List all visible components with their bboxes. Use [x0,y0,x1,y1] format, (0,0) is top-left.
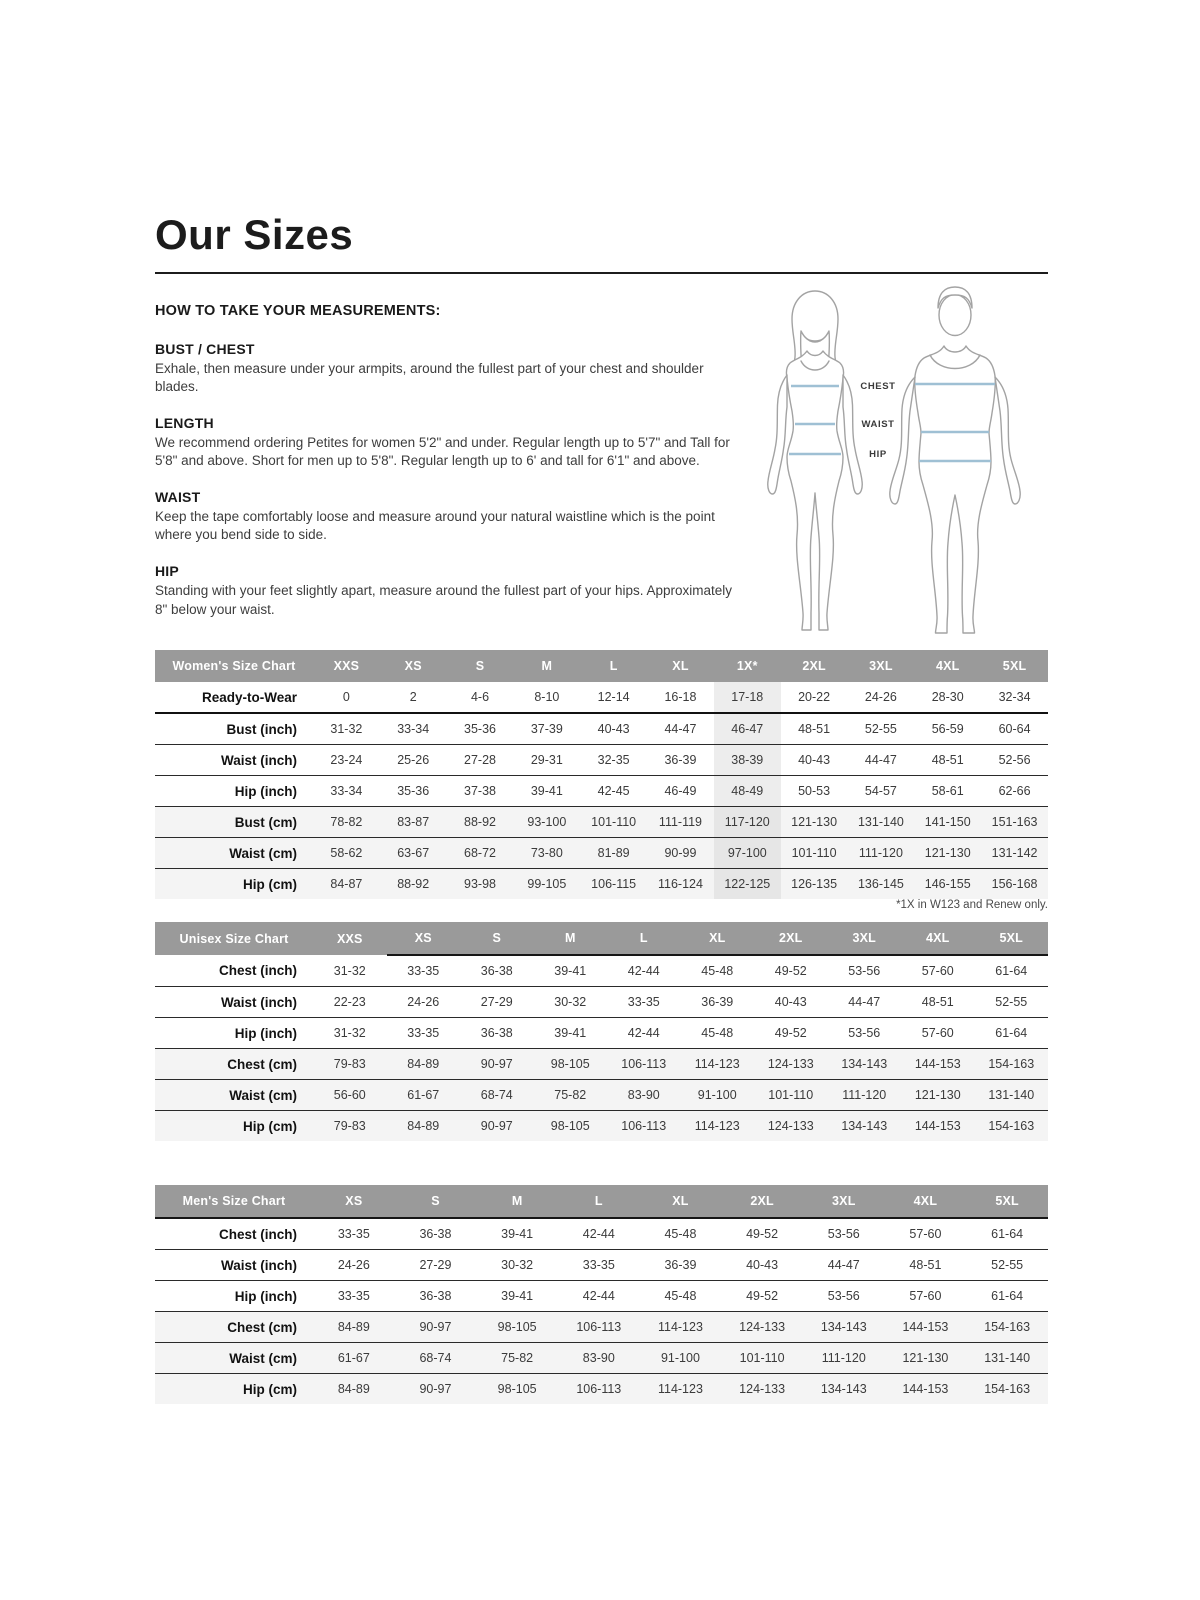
size-cell: 121-130 [781,807,848,838]
size-cell: 78-82 [313,807,380,838]
size-cell: 81-89 [580,838,647,869]
size-cell: 33-35 [627,995,660,1009]
section-waist [155,489,737,544]
size-cell: 61-64 [995,964,1028,978]
size-cell: 84-89 [313,1312,395,1343]
size-cell: 61-67 [313,1343,395,1374]
table-row [155,1111,1048,1142]
size-cell: 75-82 [476,1343,558,1374]
mens-size-chart-table [155,1185,1048,1404]
row-label: Waist (inch) [221,994,297,1010]
size-cell: 93-98 [447,869,514,900]
size-cell: 154-163 [966,1374,1048,1405]
size-cell: 62-66 [998,784,1031,798]
size-cell: 22-23 [333,995,366,1009]
column-header: 2XL [781,650,848,682]
column-header: 5XL [975,922,1049,955]
size-cell: 33-35 [407,1026,440,1040]
row-label: Waist (cm) [155,838,313,869]
column-header: XS [387,922,461,955]
table-row [155,869,1048,900]
row-label: Chest (cm) [155,1049,313,1080]
size-cell: 36-38 [419,1289,452,1303]
section-text: Exhale, then measure under your armpits, around the fullest part of your chest and shoulder blades. [155,361,704,395]
size-cell: 46-47 [714,713,781,745]
row-label: Bust (inch) [226,721,297,737]
size-cell: 53-56 [848,964,881,978]
size-cell: 45-48 [701,964,734,978]
size-cell: 156-168 [981,869,1048,900]
column-header: 3XL [803,1185,885,1218]
column-header: L [558,1185,640,1218]
section-bust-chest [155,341,737,396]
size-cell: 154-163 [975,1111,1049,1142]
female-left-arm [768,375,787,494]
section-length [155,415,737,470]
column-header: 4XL [901,922,975,955]
size-cell: 90-97 [460,1111,534,1142]
table-title: Women's Size Chart [155,650,313,682]
table-row [155,745,1048,776]
size-cell: 39-41 [530,784,563,798]
size-cell: 131-140 [966,1343,1048,1374]
size-cell: 44-47 [827,1258,860,1272]
page-title: Our Sizes [155,211,354,258]
table-title: Unisex Size Chart [155,922,313,955]
size-cell: 49-52 [774,964,807,978]
size-cell: 146-155 [914,869,981,900]
size-cell: 49-52 [746,1227,779,1241]
table-row [155,1250,1048,1281]
size-cell: 38-39 [714,745,781,776]
size-cell: 37-38 [464,784,497,798]
size-cell: 28-30 [931,690,964,704]
size-cell: 91-100 [640,1343,722,1374]
table-row [155,682,1048,713]
section-text: We recommend ordering Petites for women 5'2" and under. Regular length up to 5'7" and Tall for 5'8" and above. Short for men up to 5'8". Regular length up to 6' and tall for 6'1" and above. [155,435,730,469]
size-cell: 35-36 [397,784,430,798]
size-cell: 42-45 [597,784,630,798]
size-cell: 48-51 [931,753,964,767]
size-cell: 33-35 [337,1289,370,1303]
size-cell: 45-48 [701,1026,734,1040]
size-cell: 17-18 [714,682,781,713]
size-cell: 48-49 [714,776,781,807]
row-label: Bust (cm) [155,807,313,838]
section-text: Keep the tape comfortably loose and measure around your natural waistline which is the point where you bend side to side. [155,509,715,543]
size-cell: 53-56 [827,1227,860,1241]
size-cell: 144-153 [885,1374,967,1405]
size-cell: 61-64 [991,1227,1024,1241]
size-cell: 36-39 [664,753,697,767]
size-cell: 35-36 [464,722,497,736]
size-cell: 136-145 [848,869,915,900]
size-cell: 83-87 [380,807,447,838]
female-torso-legs [786,351,843,630]
figure-label-hip: HIP [869,449,887,460]
table-header-row [155,922,1048,955]
table-row [155,1049,1048,1080]
column-header: XL [640,1185,722,1218]
size-cell: 16-18 [664,690,697,704]
womens-size-chart-table [155,650,1048,899]
column-header: 5XL [981,650,1048,682]
size-cell: 106-113 [607,1049,681,1080]
size-cell: 33-35 [337,1227,370,1241]
size-cell: 79-83 [313,1111,387,1142]
size-cell: 0 [342,690,350,704]
size-cell: 90-97 [395,1312,477,1343]
male-face [939,295,971,336]
size-cell: 36-38 [419,1227,452,1241]
size-cell: 131-140 [975,1080,1049,1111]
size-cell: 44-47 [664,722,697,736]
size-cell: 53-56 [848,1026,881,1040]
size-cell: 44-47 [864,753,897,767]
size-cell: 42-44 [627,964,660,978]
size-cell: 114-123 [640,1312,722,1343]
size-cell: 79-83 [313,1049,387,1080]
column-header: L [580,650,647,682]
size-cell: 40-43 [798,753,831,767]
size-cell: 33-35 [582,1258,615,1272]
size-cell: 61-67 [387,1080,461,1111]
table-row [155,955,1048,987]
size-cell: 33-34 [330,784,363,798]
size-cell: 131-140 [848,807,915,838]
size-cell: 24-26 [864,690,897,704]
size-cell: 122-125 [714,869,781,900]
row-label: Waist (cm) [155,1080,313,1111]
female-right-arm [843,375,862,494]
row-label: Hip (cm) [155,1111,313,1142]
size-cell: 31-32 [330,722,363,736]
size-cell: 27-29 [480,995,513,1009]
size-cell: 56-60 [313,1080,387,1111]
size-cell: 124-133 [754,1111,828,1142]
column-header: 4XL [885,1185,967,1218]
size-cell: 134-143 [828,1049,902,1080]
female-figure-outline [768,291,862,630]
size-cell: 31-32 [333,963,366,978]
column-header: 5XL [966,1185,1048,1218]
size-cell: 88-92 [447,807,514,838]
size-cell: 90-97 [460,1049,534,1080]
size-cell: 101-110 [580,807,647,838]
row-label: Waist (inch) [221,752,297,768]
row-label: Waist (inch) [221,1257,297,1273]
size-cell: 39-41 [501,1227,534,1241]
size-cell: 31-32 [333,1026,366,1040]
size-cell: 61-64 [991,1289,1024,1303]
size-cell: 99-105 [513,869,580,900]
size-cell: 114-123 [640,1374,722,1405]
size-cell: 44-47 [848,995,881,1009]
table-row [155,987,1048,1018]
size-cell: 39-41 [554,964,587,978]
size-cell: 20-22 [798,690,831,704]
size-cell: 24-26 [337,1258,370,1272]
section-heading: LENGTH [155,415,214,432]
size-cell: 52-55 [995,995,1028,1009]
column-header: 2XL [754,922,828,955]
column-header: 1X* [714,650,781,682]
table-row [155,1281,1048,1312]
column-header: M [476,1185,558,1218]
measurement-instructions [155,303,737,619]
size-cell: 134-143 [803,1312,885,1343]
table-row [155,807,1048,838]
size-cell: 116-124 [647,869,714,900]
size-cell: 24-26 [407,995,440,1009]
table-row [155,838,1048,869]
column-header: L [607,922,681,955]
row-label: Hip (inch) [234,783,297,799]
size-cell: 131-142 [981,838,1048,869]
male-left-arm [890,377,915,504]
size-cell: 58-61 [931,784,964,798]
column-header: XL [647,650,714,682]
size-cell: 83-90 [607,1080,681,1111]
size-cell: 39-41 [501,1289,534,1303]
section-heading: HIP [155,563,179,580]
size-cell: 49-52 [774,1026,807,1040]
size-cell: 111-120 [848,838,915,869]
size-cell: 83-90 [558,1343,640,1374]
size-cell: 33-34 [397,722,430,736]
row-label: Chest (cm) [155,1312,313,1343]
size-cell: 144-153 [901,1049,975,1080]
column-header: M [513,650,580,682]
size-cell: 57-60 [921,964,954,978]
size-cell: 101-110 [721,1343,803,1374]
column-header: 2XL [721,1185,803,1218]
table-row [155,1374,1048,1405]
instructions-heading: HOW TO TAKE YOUR MEASUREMENTS: [155,303,441,319]
size-cell: 2 [409,690,417,704]
size-cell: 37-39 [530,722,563,736]
size-cell: 154-163 [966,1312,1048,1343]
row-label: Waist (cm) [155,1343,313,1374]
size-cell: 4-6 [470,690,490,704]
size-cell: 117-120 [714,807,781,838]
size-cell: 84-89 [387,1049,461,1080]
size-cell: 42-44 [582,1289,615,1303]
size-cell: 40-43 [746,1258,779,1272]
size-cell: 84-89 [387,1111,461,1142]
size-cell: 45-48 [664,1227,697,1241]
size-cell: 98-105 [476,1312,558,1343]
size-cell: 144-153 [885,1312,967,1343]
size-cell: 124-133 [721,1374,803,1405]
size-cell: 27-29 [419,1258,452,1272]
column-header: XS [380,650,447,682]
male-right-arm [995,377,1020,504]
row-label: Ready-to-Wear [201,689,297,705]
size-cell: 46-49 [664,784,697,798]
size-cell: 36-38 [480,964,513,978]
size-cell: 106-113 [558,1312,640,1343]
column-header: XXS [313,650,380,682]
size-cell: 32-35 [597,753,630,767]
size-cell: 57-60 [909,1289,942,1303]
size-cell: 151-163 [981,807,1048,838]
size-cell: 8-10 [534,690,560,704]
size-cell: 121-130 [914,838,981,869]
size-cell: 97-100 [714,838,781,869]
size-cell: 48-51 [921,995,954,1009]
size-cell: 134-143 [828,1111,902,1142]
size-cell: 91-100 [681,1080,755,1111]
size-cell: 52-55 [864,722,897,736]
column-header: M [534,922,608,955]
size-cell: 114-123 [681,1111,755,1142]
unisex-size-chart-table [155,922,1048,1141]
womens-chart-footnote: *1X in W123 and Renew only. [896,899,1048,911]
section-hip [155,563,737,618]
size-cell: 111-120 [828,1080,902,1111]
size-cell: 57-60 [921,1026,954,1040]
size-cell: 12-14 [597,690,630,704]
column-header: S [447,650,514,682]
size-cell: 141-150 [914,807,981,838]
size-cell: 30-32 [501,1258,534,1272]
size-cell: 48-51 [909,1258,942,1272]
column-header: S [460,922,534,955]
table-header-row [155,1185,1048,1218]
size-cell: 39-41 [554,1026,587,1040]
table-row [155,713,1048,745]
size-cell: 30-32 [554,995,587,1009]
size-cell: 36-39 [701,995,734,1009]
column-header: 4XL [914,650,981,682]
size-cell: 84-87 [313,869,380,900]
row-label: Hip (inch) [234,1025,297,1041]
size-cell: 40-43 [597,722,630,736]
size-cell: 56-59 [931,722,964,736]
title-divider [155,272,1048,274]
size-cell: 124-133 [754,1049,828,1080]
table-row [155,1312,1048,1343]
column-header: 3XL [828,922,902,955]
table-row [155,1218,1048,1250]
size-cell: 121-130 [885,1343,967,1374]
size-cell: 134-143 [803,1374,885,1405]
size-cell: 42-44 [582,1227,615,1241]
table-row [155,1018,1048,1049]
size-cell: 68-72 [447,838,514,869]
size-cell: 124-133 [721,1312,803,1343]
size-cell: 111-120 [803,1343,885,1374]
column-header: XS [313,1185,395,1218]
size-cell: 90-99 [647,838,714,869]
size-cell: 84-89 [313,1374,395,1405]
size-cell: 101-110 [781,838,848,869]
male-torso-legs [915,346,996,633]
size-cell: 29-31 [530,753,563,767]
size-cell: 63-67 [380,838,447,869]
row-label: Hip (cm) [155,1374,313,1405]
column-header: XL [681,922,755,955]
size-cell: 40-43 [774,995,807,1009]
size-cell: 98-105 [476,1374,558,1405]
size-cell: 57-60 [909,1227,942,1241]
section-text: Standing with your feet slightly apart, measure around the fullest part of your hips. Approximately 8" below your waist. [155,583,733,617]
size-cell: 90-97 [395,1374,477,1405]
size-cell: 52-55 [991,1258,1024,1272]
column-header: XXS [313,922,387,955]
size-cell: 98-105 [534,1111,608,1142]
size-cell: 106-113 [607,1111,681,1142]
size-cell: 27-28 [464,753,497,767]
table-row [155,1343,1048,1374]
size-cell: 32-34 [998,690,1031,704]
row-label: Hip (inch) [234,1288,297,1304]
size-cell: 144-153 [901,1111,975,1142]
size-cell: 93-100 [513,807,580,838]
size-cell: 53-56 [827,1289,860,1303]
size-cell: 52-56 [998,753,1031,767]
size-cell: 60-64 [998,722,1031,736]
size-cell: 101-110 [754,1080,828,1111]
table-row [155,1080,1048,1111]
table-row [155,776,1048,807]
size-cell: 68-74 [460,1080,534,1111]
size-cell: 98-105 [534,1049,608,1080]
size-cell: 49-52 [746,1289,779,1303]
size-cell: 106-115 [580,869,647,900]
section-heading: BUST / CHEST [155,341,255,357]
size-cell: 45-48 [664,1289,697,1303]
size-cell: 68-74 [395,1343,477,1374]
size-cell: 154-163 [975,1049,1049,1080]
size-cell: 48-51 [798,722,831,736]
size-cell: 126-135 [781,869,848,900]
size-cell: 106-113 [558,1374,640,1405]
table-title: Men's Size Chart [155,1185,313,1218]
table-header-row [155,650,1048,682]
size-cell: 111-119 [647,807,714,838]
size-cell: 88-92 [380,869,447,900]
size-cell: 58-62 [313,838,380,869]
row-label: Chest (inch) [218,1226,297,1242]
size-cell: 75-82 [534,1080,608,1111]
size-cell: 25-26 [397,753,430,767]
row-label: Chest (inch) [218,963,297,978]
figure-label-chest: CHEST [860,381,896,392]
size-cell: 61-64 [995,1026,1028,1040]
size-cell: 114-123 [681,1049,755,1080]
size-cell: 36-38 [480,1026,513,1040]
column-header: S [395,1185,477,1218]
measurement-figures-illustration [745,283,1055,645]
size-cell: 23-24 [330,753,363,767]
size-cell: 36-39 [664,1258,697,1272]
size-cell: 33-35 [407,964,440,978]
size-cell: 121-130 [901,1080,975,1111]
size-cell: 42-44 [627,1026,660,1040]
size-cell: 50-53 [798,784,831,798]
body-outline-figures [745,283,1055,645]
row-label: Hip (cm) [155,869,313,900]
column-header: 3XL [848,650,915,682]
figure-label-waist: WAIST [861,419,895,430]
size-cell: 54-57 [864,784,897,798]
size-cell: 73-80 [513,838,580,869]
section-heading: WAIST [155,489,201,506]
